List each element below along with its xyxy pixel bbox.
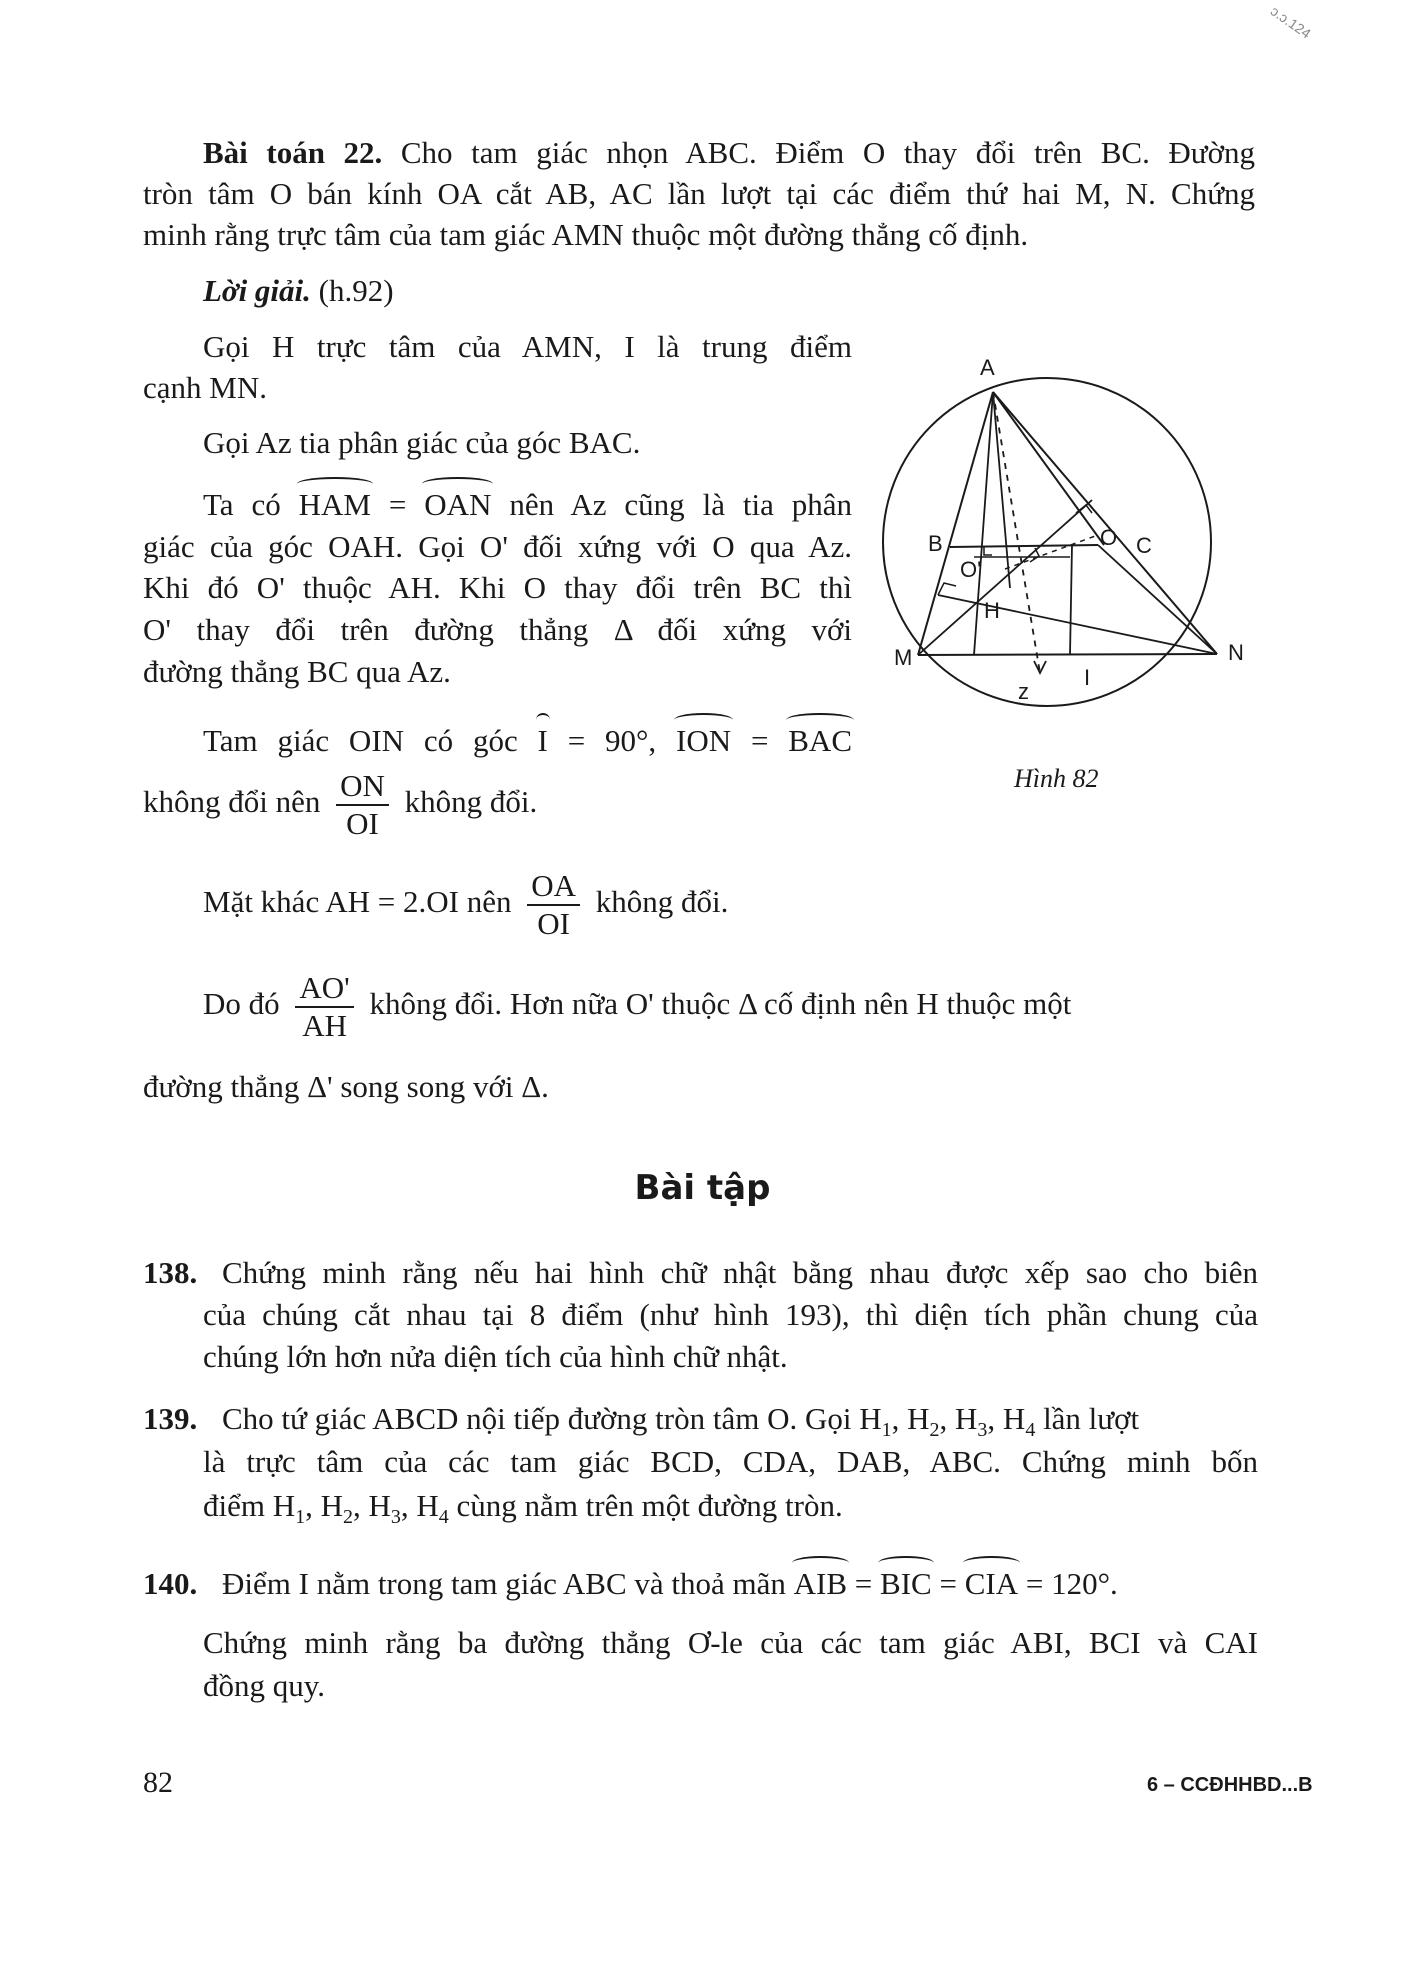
solution-p5: Mặt khác AH = 2.OI nên $\frac{OA}{OI}$ không đổi. [203,868,729,941]
angle-i: I [538,720,548,761]
solution-p3-line3: Khi đó O' thuộc AH. Khi O thay đổi trên BC thì [143,570,852,605]
solution-p6-line2: đường thẳng Δ' song song với Δ. [143,1069,549,1104]
angle-bic: BIC [880,1563,932,1604]
corner-mark: ᴐ.ᴐ.124 [1267,2,1314,42]
segment-on [1098,545,1217,654]
label-a: A [980,355,995,380]
exercise-139-line3: điểm $H_1$, $H_2$, $H_3$, $H_4$ cùng nằm trên một đường tròn. [203,1488,843,1529]
fraction-on-oi: $\frac{ON}{OI}$ [336,768,389,842]
problem-line-3: minh rằng trực tâm của tam giác AMN thuộc một đường thẳng cố định. [143,217,1029,252]
figure-caption: Hình 82 [1014,764,1099,793]
problem-line-2: tròn tâm O bán kính OA cắt AB, AC lần lượt tại các điểm thứ hai M, N. Chứng [143,176,1255,211]
exercise-138-line2: của chúng cắt nhau tại 8 điểm (như hình 193), thì diện tích phần chung của [203,1297,1258,1332]
label-o: O [1100,525,1118,550]
page-number: 82 [143,1766,173,1799]
exercises-heading: Bài tập [634,1168,771,1208]
label-c: C [1136,533,1152,558]
segment-ao [993,392,1010,588]
arrow-z [1034,661,1046,673]
segment-ac [993,392,1104,545]
exercise-139-number: 139. [143,1401,198,1436]
label-m: M [894,645,913,670]
right-angle-mark-1 [938,583,956,595]
angle-aib: AIB [794,1563,847,1604]
segment-bc [950,545,1098,547]
solution-p3-line5: đường thẳng BC qua Az. [143,654,451,689]
solution-header: Lời giải. (h.92) [203,273,394,308]
label-i: I [1084,665,1091,690]
label-z: z [1018,679,1029,704]
segment-oi [1070,545,1072,655]
solution-p1-line1: Gọi H trực tâm của AMN, I là trung điểm [203,329,852,364]
label-n: N [1228,640,1244,665]
bisector-az [993,392,1040,673]
solution-p6-line1: Do đó $\frac{AO'}{AH}$ không đổi. Hơn nữa O' thuộc Δ cố định nên H thuộc một [203,970,1072,1043]
label-h: H [984,598,1000,623]
exercise-139-line2: là trực tâm của các tam giác BCD, CDA, DAB, ABC. Chứng minh bốn [203,1444,1258,1479]
angle-oan: OAN [424,484,491,525]
footer-code: 6 – CCĐHHBD...B [1147,1774,1313,1796]
label-oprime: O' [960,557,982,582]
fraction-oa-oi: $\frac{OA}{OI}$ [527,868,580,942]
exercise-138-line3: chúng lớn hơn nửa diện tích của hình chữ nhật. [203,1339,788,1374]
segment-am [918,392,993,655]
exercise-139-line1: Cho tứ giác ABCD nội tiếp đường tròn tâm O. Gọi $H_1$, $H_2$, $H_3$, $H_4$ lần lượt [222,1401,1140,1442]
exercise-140-number: 140. [143,1566,198,1601]
segment-mn [918,654,1217,655]
fraction-ao-ah: $\frac{AO'}{AH}$ [295,970,353,1044]
problem-line-1: Bài toán 22. Cho tam giác nhọn ABC. Điểm O thay đổi trên BC. Đường [203,135,1256,170]
solution-label: Lời giải. [203,273,311,308]
segment-an [993,392,1217,654]
exercise-140-line3: đồng quy. [203,1668,325,1703]
problem-title: Bài toán 22. [203,135,383,170]
solution-p3-line1: Ta có HAM = OAN nên Az cũng là tia phân [203,484,852,525]
solution-p2: Gọi Az tia phân giác của góc BAC. [203,425,641,460]
solution-p3-line2: giác của góc OAH. Gọi O' đối xứng với O qua Az. [143,529,852,564]
label-b: B [928,531,943,556]
dashed-o-oprime [1005,535,1098,569]
exercise-140-line2: Chứng minh rằng ba đường thẳng Ơ-le của các tam giác ABI, BCI và CAI [203,1625,1258,1660]
angle-bac: BAC [788,720,852,761]
solution-p3-line4: O' thay đổi trên đường thẳng Δ đối xứng với [143,612,852,647]
geometry-figure [880,355,1250,735]
exercise-140-line1: Điểm I nằm trong tam giác ABC và thoả mãn AIB = BIC = CIA = 120°. [222,1563,1118,1604]
solution-p4-line1: Tam giác OIN có góc I = 90°, ION = BAC [203,720,852,761]
exercise-138-number: 138. [143,1255,198,1290]
right-angle-mark-4 [984,547,992,555]
solution-p4-line2: không đổi nên $\frac{ON}{OI}$ không đổi. [143,768,538,841]
solution-p1-line2: cạnh MN. [143,370,267,405]
angle-ion: ION [676,720,731,761]
angle-cia: CIA [965,1563,1018,1604]
angle-ham: HAM [299,484,371,525]
exercise-138-line1: Chứng minh rằng nếu hai hình chữ nhật bằng nhau được xếp sao cho biên [222,1255,1258,1290]
